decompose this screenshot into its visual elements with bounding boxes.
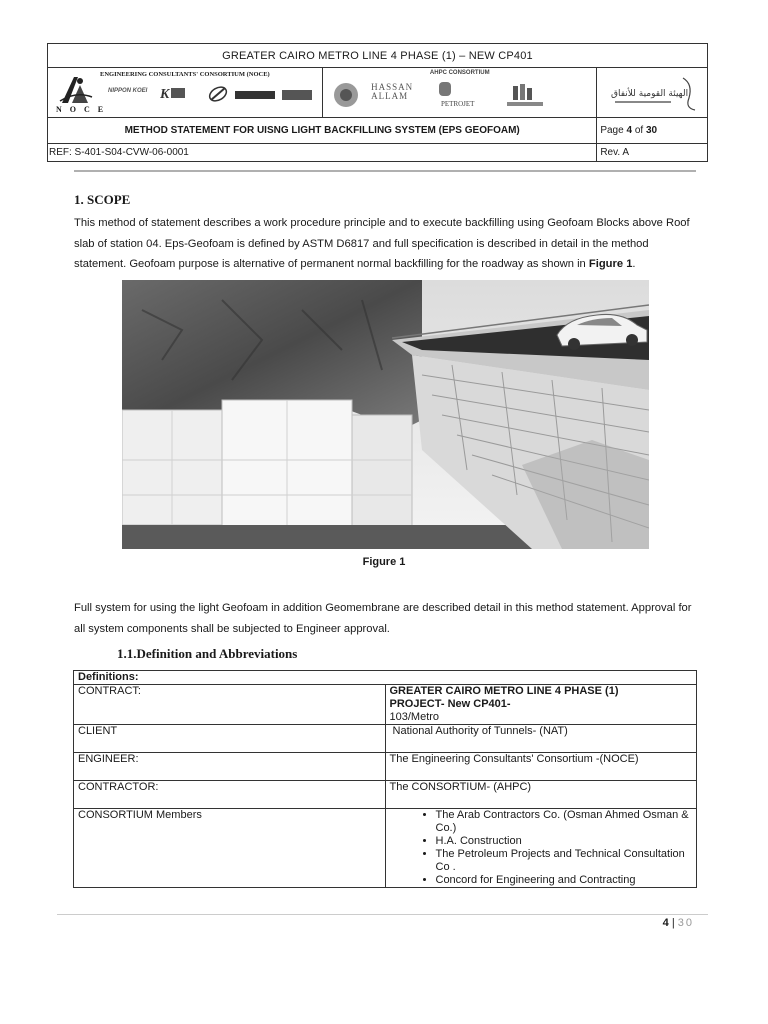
hassan-allam-logo: HASSAN ALLAM xyxy=(371,82,414,101)
page-indicator xyxy=(597,118,707,143)
project-title-text: GREATER CAIRO METRO LINE 4 PHASE (1) – NEW CP401 xyxy=(222,49,533,62)
contract-line-3: 103/Metro xyxy=(389,711,440,723)
revision: Rev. A xyxy=(600,147,630,158)
list-item: • H.A. Construction xyxy=(436,835,693,848)
system-paragraph: Full system for using the light Geofoam in addition Geomembrane are described detail in this method statement. Approval for all system components shall be subjected to Engineer approval. xyxy=(74,602,692,635)
contractor-value: The CONSORTIUM- (AHPC) xyxy=(385,781,697,809)
table-row xyxy=(74,809,697,888)
member-logo-3 xyxy=(235,91,275,99)
page-number: 4 xyxy=(626,125,633,136)
client-label: CLIENT xyxy=(74,725,386,753)
page-label: Page xyxy=(600,125,624,136)
logo-row xyxy=(48,68,707,118)
table-row xyxy=(74,781,697,809)
footer-line xyxy=(57,914,708,915)
reference-row xyxy=(48,144,707,161)
svg-text:الهيئة القومية للأنفاق: الهيئة القومية للأنفاق xyxy=(611,89,689,99)
contract-line-2a: PROJECT- xyxy=(389,698,448,710)
table-head: Definitions: xyxy=(74,671,697,685)
project-title xyxy=(48,44,707,68)
noce-word: N O C E xyxy=(56,105,107,114)
definitions-heading: 1.1.Definition and Abbreviations xyxy=(117,646,298,661)
concord-logo-icon xyxy=(505,82,545,108)
svg-text:K: K xyxy=(160,87,170,101)
list-item: • The Petroleum Projects and Technical Consultation Co . xyxy=(436,848,693,874)
members-value xyxy=(385,809,697,888)
list-item: • The Arab Contractors Co. (Osman Ahmed Osman & Co.) xyxy=(436,809,693,835)
page-of: of xyxy=(634,125,644,136)
ehaf-logo xyxy=(282,90,312,100)
table-row xyxy=(74,753,697,781)
contract-value xyxy=(385,685,697,725)
header-separator xyxy=(74,170,696,172)
petrojet-logo-icon xyxy=(437,80,487,108)
footer-page-number xyxy=(663,917,694,929)
members-list xyxy=(390,809,693,887)
contractor-label: CONTRACTOR: xyxy=(74,781,386,809)
noce-emblem-icon xyxy=(58,73,94,105)
arab-contractors-logo-icon xyxy=(331,80,361,110)
list-item: • Concord for Engineering and Contracting xyxy=(436,874,693,887)
page-total: 30 xyxy=(645,125,658,136)
client-value: National Authority of Tunnels- (NAT) xyxy=(385,725,697,753)
svg-text:PETROJET: PETROJET xyxy=(441,100,475,108)
member-logo-2-icon xyxy=(208,84,228,104)
contract-label: CONTRACT: xyxy=(74,685,386,725)
footer-total-pages: 30 xyxy=(677,917,694,929)
engineer-value: The Engineering Consultants' Consortium -(NOCE) xyxy=(385,753,697,781)
method-statement-row xyxy=(48,118,707,144)
contract-line-2b: New CP401- xyxy=(447,698,511,710)
noce-logo-cell xyxy=(48,68,323,117)
noce-title: ENGINEERING CONSULTANTS' CONSORTIUM (NOCE) xyxy=(100,71,270,78)
method-statement-title: METHOD STATEMENT FOR UISNG LIGHT BACKFILLING SYSTEM (EPS GEOFOAM) xyxy=(48,118,597,143)
nat-logo-cell xyxy=(597,68,707,117)
members-label: CONSORTIUM Members xyxy=(74,809,386,888)
reference-number: REF: S-401-S04-CVW-06-0001 xyxy=(48,144,597,161)
scope-text-end: . xyxy=(632,258,636,270)
scope-paragraph xyxy=(74,213,699,275)
scope-text: This method of statement describes a work procedure principle and to execute backfilling using Geofoam Blocks above Roof slab of station 04. Eps-Geofoam is defined by ASTM D6817 and full specification is described in detail in the method statement. Geofoam purpose is alternative of permanent normal backfilling for the roadway as shown in xyxy=(74,217,690,270)
table-row xyxy=(74,725,697,753)
definitions-table xyxy=(73,670,697,888)
scope-heading: 1. SCOPE xyxy=(74,192,131,207)
ahpc-logo-cell xyxy=(323,68,597,117)
footer-separator: | xyxy=(671,917,675,929)
contract-line-1: GREATER CAIRO METRO LINE 4 PHASE (1) xyxy=(389,685,619,697)
geofoam-illustration xyxy=(122,280,649,549)
engineer-label: ENGINEER: xyxy=(74,753,386,781)
ahpc-title: AHPC CONSORTIUM xyxy=(429,70,490,76)
member-logo-1-icon xyxy=(160,85,186,101)
figure-reference: Figure 1 xyxy=(588,258,633,270)
figure-caption: Figure 1 xyxy=(362,556,406,568)
document-header xyxy=(47,43,708,162)
nippon-koei-logo: NIPPON KOEI xyxy=(108,88,148,94)
table-row xyxy=(74,685,697,725)
table-header-row xyxy=(74,671,697,685)
nat-arabic-logo-icon xyxy=(611,74,699,112)
geofoam-figure xyxy=(122,280,649,549)
footer-current-page: 4 xyxy=(662,917,669,929)
